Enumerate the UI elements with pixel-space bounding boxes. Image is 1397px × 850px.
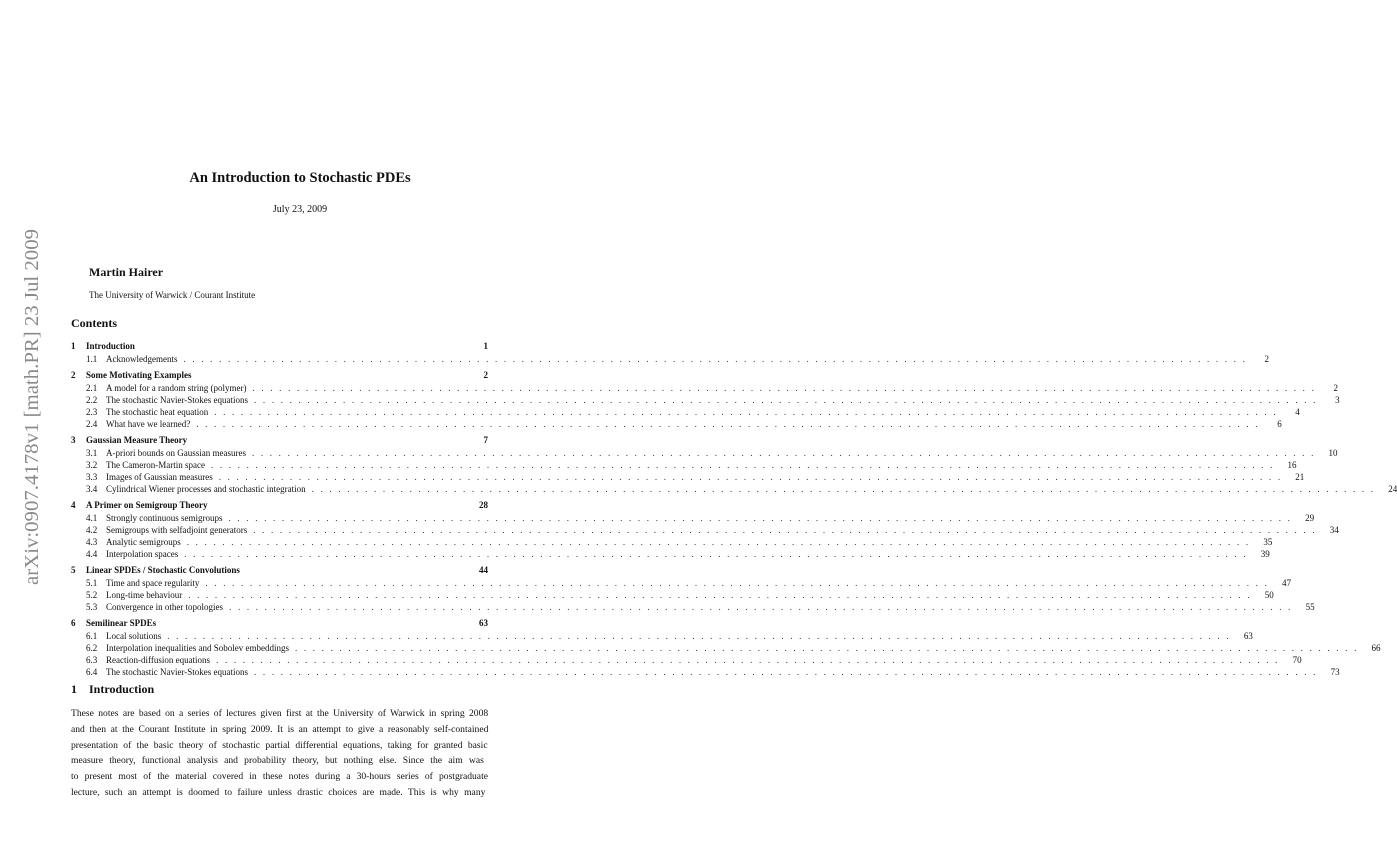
- toc-subsection-number: 6.1: [86, 631, 98, 641]
- toc-dot-leader: . . . . . . . . . . . . . . . . . . . . . . . . . . . . . . . . . . . . . . . . . . . . . . . . . . . . . . . . . . . . . . . . . . . . . . . . . . . . . . . . . . . . . . . . . . . . . . . . . . . . . . . . . . . . . . . . . . . . . . . .: [196, 419, 1260, 429]
- toc-dot-leader: . . . . . . . . . . . . . . . . . . . . . . . . . . . . . . . . . . . . . . . . . . . . . . . . . . . . . . . . . . . . . . . . . . . . . . . . . . . . . . . . . . . . . . . . . . . . . . . . . . . . . . . . . . . . . . . . . . . . . . . .: [254, 395, 1318, 405]
- toc-subsection-title: Interpolation inequalities and Sobolev embeddings: [106, 643, 289, 653]
- toc-subsection-number: 1.1: [86, 354, 98, 364]
- toc-section-number: 6: [71, 618, 76, 628]
- toc-section-title: Linear SPDEs / Stochastic Convolutions: [86, 565, 240, 575]
- toc-subsection-number: 4.1: [86, 513, 98, 523]
- toc-subsection-entry[interactable]: [71, 654, 1302, 666]
- toc-dot-leader: . . . . . . . . . . . . . . . . . . . . . . . . . . . . . . . . . . . . . . . . . . . . . . . . . . . . . . . . . . . . . . . . . . . . . . . . . . . . . . . . . . . . . . . . . . . . . . . . . . . . . . . . . . . . . . . . . . . . . . . .: [294, 643, 1359, 653]
- author-affiliation: The University of Warwick / Courant Institute: [89, 290, 256, 300]
- toc-page-number: 1: [483, 341, 488, 351]
- paper-date: July 23, 2009: [272, 204, 328, 215]
- toc-dot-leader: . . . . . . . . . . . . . . . . . . . . . . . . . . . . . . . . . . . . . . . . . . . . . . . . . . . . . . . . . . . . . . . . . . . . . . . . . . . . . . . . . . . . . . . . . . . . . . . . . . . . . . . . . . . . . . . . . . . . . . . .: [311, 484, 1376, 494]
- toc-subsection-entry[interactable]: [71, 394, 1340, 406]
- section-title: Introduction: [89, 682, 155, 696]
- toc-subsection-entry[interactable]: [71, 577, 1291, 589]
- toc-page-number: 16: [1287, 460, 1297, 470]
- toc-subsection-number: 6.4: [86, 667, 98, 677]
- toc-subsection-title: Images of Gaussian measures: [106, 472, 213, 482]
- toc-subsection-title: Interpolation spaces: [106, 549, 179, 559]
- toc-dot-leader: . . . . . . . . . . . . . . . . . . . . . . . . . . . . . . . . . . . . . . . . . . . . . . . . . . . . . . . . . . . . . . . . . . . . . . . . . . . . . . . . . . . . . . . . . . . . . . . . . . . . . . . . . . . . . . . . . . . . . . . .: [216, 655, 1280, 665]
- toc-subsection-number: 6.3: [86, 655, 98, 665]
- toc-subsection-title: Local solutions: [106, 631, 162, 641]
- toc-subsection-title: The Cameron-Martin space: [106, 460, 205, 470]
- toc-subsection-entry[interactable]: [71, 471, 1305, 483]
- toc-subsection-entry[interactable]: [71, 459, 1297, 471]
- toc-subsection-number: 6.2: [86, 643, 98, 653]
- table-of-contents: [71, 339, 1397, 678]
- toc-page-number: 50: [1264, 590, 1274, 600]
- toc-subsection-number: 2.3: [86, 407, 98, 417]
- toc-subsection-entry[interactable]: [71, 548, 1270, 560]
- toc-subsection-title: The stochastic heat equation: [106, 407, 209, 417]
- toc-subsection-number: 2.1: [86, 383, 98, 393]
- toc-subsection-entry[interactable]: [71, 524, 1339, 536]
- body-text-line: presentation of the basic theory of stochastic partial differential equations, taking for granted basic: [71, 739, 488, 751]
- toc-subsection-entry[interactable]: [71, 512, 1315, 524]
- toc-section-entry[interactable]: [71, 433, 488, 447]
- toc-page-number: 73: [1330, 667, 1340, 677]
- toc-dot-leader: . . . . . . . . . . . . . . . . . . . . . . . . . . . . . . . . . . . . . . . . . . . . . . . . . . . . . . . . . . . . . . . . . . . . . . . . . . . . . . . . . . . . . . . . . . . . . . . . . . . . . . . . . . . . . . . . . . . . . . . .: [251, 448, 1316, 458]
- toc-subsection-title: Reaction-diffusion equations: [106, 655, 211, 665]
- toc-section-title: A Primer on Semigroup Theory: [86, 500, 208, 510]
- toc-section-number: 2: [71, 370, 76, 380]
- toc-page-number: 63: [1243, 631, 1253, 641]
- body-text-line: lecture, such an attempt is doomed to failure unless drastic choices are made. This is why many: [71, 786, 486, 798]
- toc-section-number: 1: [71, 341, 76, 351]
- toc-subsection-number: 5.2: [86, 590, 98, 600]
- toc-subsection-title: Analytic semigroups: [106, 537, 181, 547]
- toc-page-number: 24: [1388, 484, 1397, 494]
- body-paragraph: [71, 706, 488, 801]
- contents-heading: Contents: [71, 316, 118, 330]
- toc-dot-leader: . . . . . . . . . . . . . . . . . . . . . . . . . . . . . . . . . . . . . . . . . . . . . . . . . . . . . . . . . . . . . . . . . . . . . . . . . . . . . . . . . . . . . . . . . . . . . . . . . . . . . . . . . . . . . . . . . . . . . . . .: [214, 407, 1278, 417]
- toc-page-number: 35: [1263, 537, 1273, 547]
- toc-page-number: 66: [1371, 643, 1381, 653]
- toc-page-number: 47: [1281, 578, 1291, 588]
- toc-subsection-number: 4.2: [86, 525, 98, 535]
- toc-dot-leader: . . . . . . . . . . . . . . . . . . . . . . . . . . . . . . . . . . . . . . . . . . . . . . . . . . . . . . . . . . . . . . . . . . . . . . . . . . . . . . . . . . . . . . . . . . . . . . . . . . . . . . . . . . . . . . . . . . . . . . . .: [205, 578, 1269, 588]
- toc-section-number: 4: [71, 500, 76, 510]
- arxiv-stamp: [8, 225, 52, 585]
- paper-title: An Introduction to Stochastic PDEs: [189, 170, 411, 186]
- toc-section-title: Gaussian Measure Theory: [86, 435, 188, 445]
- toc-page-number: 63: [479, 618, 488, 628]
- toc-subsection-number: 2.4: [86, 419, 98, 429]
- toc-page-number: 3: [1335, 395, 1340, 405]
- toc-section-entry[interactable]: [71, 368, 488, 382]
- toc-page-number: 39: [1260, 549, 1270, 559]
- toc-subsection-number: 3.2: [86, 460, 98, 470]
- toc-dot-leader: . . . . . . . . . . . . . . . . . . . . . . . . . . . . . . . . . . . . . . . . . . . . . . . . . . . . . . . . . . . . . . . . . . . . . . . . . . . . . . . . . . . . . . . . . . . . . . . . . . . . . . . . . . . . . . . . . . . . . . . .: [218, 472, 1283, 482]
- body-text-line: measure theory, functional analysis and probability theory, but nothing else. Since the aim was: [71, 755, 484, 767]
- toc-subsection-number: 2.2: [86, 395, 98, 405]
- toc-subsection-title: Convergence in other topologies: [106, 602, 224, 612]
- toc-page-number: 70: [1292, 655, 1302, 665]
- toc-section-number: 3: [71, 435, 76, 445]
- toc-subsection-entry[interactable]: [71, 589, 1274, 601]
- toc-section-entry[interactable]: [71, 616, 488, 630]
- toc-subsection-entry[interactable]: [71, 382, 1339, 394]
- toc-subsection-number: 4.3: [86, 537, 98, 547]
- toc-subsection-entry[interactable]: [71, 406, 1300, 418]
- toc-subsection-number: 3.4: [86, 484, 98, 494]
- toc-page-number: 6: [1277, 419, 1282, 429]
- arxiv-stamp-text: arXiv:0907.4178v1 [math.PR] 23 Jul 2009: [22, 251, 43, 585]
- toc-dot-leader: . . . . . . . . . . . . . . . . . . . . . . . . . . . . . . . . . . . . . . . . . . . . . . . . . . . . . . . . . . . . . . . . . . . . . . . . . . . . . . . . . . . . . . . . . . . . . . . . . . . . . . . . . . . . . . . . . . . . . . . .: [188, 590, 1252, 600]
- toc-subsection-entry[interactable]: [71, 418, 1282, 430]
- toc-subsection-number: 3.1: [86, 448, 98, 458]
- toc-subsection-title: Time and space regularity: [106, 578, 200, 588]
- toc-subsection-title: Cylindrical Wiener processes and stochastic integration: [106, 484, 306, 494]
- toc-page-number: 44: [479, 565, 488, 575]
- toc-subsection-title: The stochastic Navier-Stokes equations: [106, 395, 249, 405]
- toc-section-number: 5: [71, 565, 76, 575]
- toc-subsection-number: 3.3: [86, 472, 98, 482]
- toc-page-number: 2: [1264, 354, 1270, 364]
- toc-page-number: 7: [483, 435, 488, 445]
- toc-subsection-entry[interactable]: [71, 601, 1315, 613]
- toc-subsection-entry[interactable]: [71, 483, 1397, 495]
- toc-subsection-title: What have we learned?: [106, 419, 191, 429]
- toc-page-number: 10: [1328, 448, 1338, 458]
- toc-subsection-entry[interactable]: [71, 536, 1273, 548]
- toc-page-number: 4: [1295, 407, 1300, 417]
- toc-dot-leader: . . . . . . . . . . . . . . . . . . . . . . . . . . . . . . . . . . . . . . . . . . . . . . . . . . . . . . . . . . . . . . . . . . . . . . . . . . . . . . . . . . . . . . . . . . . . . . . . . . . . . . . . . . . . . . . . . . . . . . . .: [183, 354, 1248, 364]
- toc-dot-leader: . . . . . . . . . . . . . . . . . . . . . . . . . . . . . . . . . . . . . . . . . . . . . . . . . . . . . . . . . . . . . . . . . . . . . . . . . . . . . . . . . . . . . . . . . . . . . . . . . . . . . . . . . . . . . . . . . . . . . . . .: [252, 383, 1317, 393]
- toc-section-entry[interactable]: [71, 498, 488, 512]
- toc-subsection-entry[interactable]: [71, 353, 1270, 365]
- toc-subsection-title: Acknowledgements: [106, 354, 178, 364]
- toc-subsection-entry[interactable]: [71, 447, 1338, 459]
- toc-dot-leader: . . . . . . . . . . . . . . . . . . . . . . . . . . . . . . . . . . . . . . . . . . . . . . . . . . . . . . . . . . . . . . . . . . . . . . . . . . . . . . . . . . . . . . . . . . . . . . . . . . . . . . . . . . . . . . . . . . . . . . . .: [167, 631, 1231, 641]
- toc-dot-leader: . . . . . . . . . . . . . . . . . . . . . . . . . . . . . . . . . . . . . . . . . . . . . . . . . . . . . . . . . . . . . . . . . . . . . . . . . . . . . . . . . . . . . . . . . . . . . . . . . . . . . . . . . . . . . . . . . . . . . . . .: [228, 513, 1293, 523]
- toc-subsection-entry[interactable]: [71, 630, 1253, 642]
- toc-page-number: 2: [1333, 383, 1339, 393]
- toc-dot-leader: . . . . . . . . . . . . . . . . . . . . . . . . . . . . . . . . . . . . . . . . . . . . . . . . . . . . . . . . . . . . . . . . . . . . . . . . . . . . . . . . . . . . . . . . . . . . . . . . . . . . . . . . . . . . . . . . . . . . . . . .: [253, 525, 1317, 535]
- toc-subsection-title: Long-time behaviour: [106, 590, 183, 600]
- toc-page-number: 21: [1295, 472, 1305, 482]
- toc-page-number: 28: [479, 500, 488, 510]
- section-number: 1: [71, 682, 77, 696]
- body-text-line: and then at the Courant Institute in spring 2009. It is an attempt to give a reasonably self-contained: [71, 723, 489, 735]
- toc-subsection-entry[interactable]: [71, 666, 1340, 678]
- toc-subsection-number: 4.4: [86, 549, 98, 559]
- toc-page-number: 29: [1305, 513, 1315, 523]
- author-name: Martin Hairer: [89, 265, 164, 279]
- toc-dot-leader: . . . . . . . . . . . . . . . . . . . . . . . . . . . . . . . . . . . . . . . . . . . . . . . . . . . . . . . . . . . . . . . . . . . . . . . . . . . . . . . . . . . . . . . . . . . . . . . . . . . . . . . . . . . . . . . . . . . . . . . .: [254, 667, 1318, 677]
- body-text-line: These notes are based on a series of lectures given first at the University of Warwick in spring 2008: [71, 708, 489, 719]
- toc-section-title: Some Motivating Examples: [86, 370, 192, 380]
- toc-subsection-title: The stochastic Navier-Stokes equations: [106, 667, 249, 677]
- toc-page-number: 55: [1305, 602, 1315, 612]
- toc-section-entry[interactable]: [71, 563, 488, 577]
- toc-subsection-number: 5.1: [86, 578, 98, 588]
- toc-subsection-title: Semigroups with selfadjoint generators: [106, 525, 248, 535]
- toc-subsection-entry[interactable]: [71, 642, 1381, 654]
- toc-subsection-title: A-priori bounds on Gaussian measures: [106, 448, 246, 458]
- toc-subsection-number: 5.3: [86, 602, 98, 612]
- toc-dot-leader: . . . . . . . . . . . . . . . . . . . . . . . . . . . . . . . . . . . . . . . . . . . . . . . . . . . . . . . . . . . . . . . . . . . . . . . . . . . . . . . . . . . . . . . . . . . . . . . . . . . . . . . . . . . . . . . . . . . . . . . .: [186, 537, 1251, 547]
- toc-dot-leader: . . . . . . . . . . . . . . . . . . . . . . . . . . . . . . . . . . . . . . . . . . . . . . . . . . . . . . . . . . . . . . . . . . . . . . . . . . . . . . . . . . . . . . . . . . . . . . . . . . . . . . . . . . . . . . . . . . . . . . . .: [229, 602, 1293, 612]
- toc-section-title: Introduction: [86, 341, 135, 351]
- toc-page-number: 2: [483, 370, 488, 380]
- toc-section-title: Semilinear SPDEs: [86, 618, 157, 628]
- toc-section-entry[interactable]: [71, 339, 488, 353]
- toc-subsection-title: A model for a random string (polymer): [106, 383, 247, 393]
- body-text-line: to present most of the material covered in these notes during a 30-hours series of postgraduate: [71, 771, 488, 783]
- toc-subsection-title: Strongly continuous semigroups: [106, 513, 223, 523]
- section-heading: [71, 682, 154, 697]
- toc-dot-leader: . . . . . . . . . . . . . . . . . . . . . . . . . . . . . . . . . . . . . . . . . . . . . . . . . . . . . . . . . . . . . . . . . . . . . . . . . . . . . . . . . . . . . . . . . . . . . . . . . . . . . . . . . . . . . . . . . . . . . . . .: [210, 460, 1275, 470]
- toc-dot-leader: . . . . . . . . . . . . . . . . . . . . . . . . . . . . . . . . . . . . . . . . . . . . . . . . . . . . . . . . . . . . . . . . . . . . . . . . . . . . . . . . . . . . . . . . . . . . . . . . . . . . . . . . . . . . . . . . . . . . . . . .: [184, 549, 1248, 559]
- toc-page-number: 34: [1329, 525, 1339, 535]
